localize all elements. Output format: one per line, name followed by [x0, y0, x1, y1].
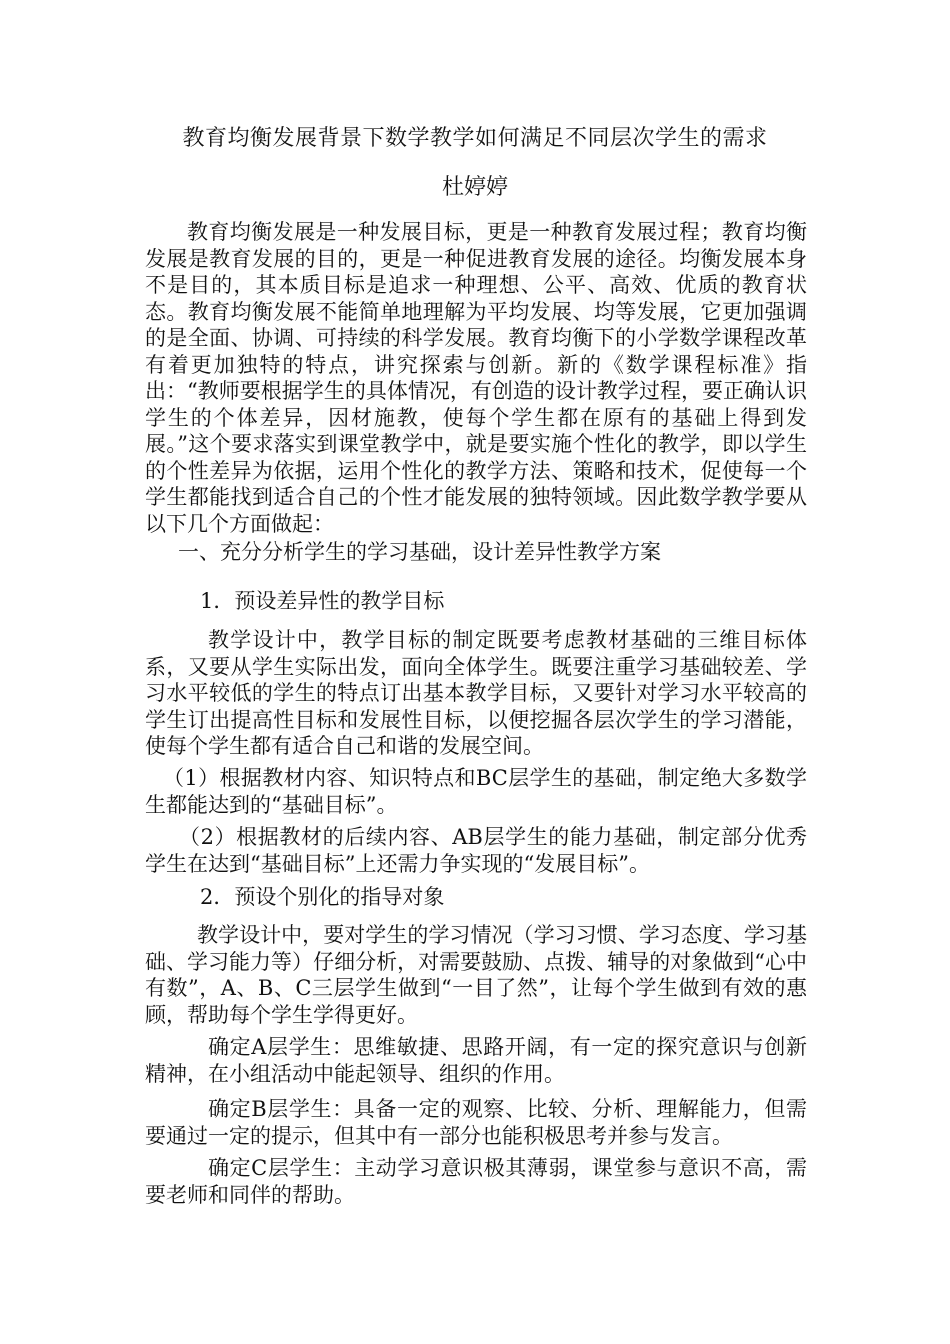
list-item: （2）根据教材的后续内容、AB层学生的能力基础，制定部分优秀学生在达到“基础目标”上还需力争实现的“发展目标”。 [145, 825, 807, 876]
body-paragraph: 教学设计中，教学目标的制定既要考虑教材基础的三维目标体系，又要从学生实际出发，面向全体学生。既要注重学习基础较差、学习水平较低的学生的特点订出基本教学目标，又要针对学习水平较高的学生订出提高性目标和发展性目标，以便挖掘各层次学生的学习潜能，使每个学生都有适合自己和谐的发展空间。 [145, 628, 807, 758]
intro-paragraph: 教育均衡发展是一种发展目标，更是一种教育发展过程；教育均衡发展是教育发展的目的，更是一种促进教育发展的途径。均衡发展本身不是目的，其本质目标是追求一种理想、公平、高效、优质的教育状态。教育均衡发展不能简单地理解为平均发展、均等发展，它更加强调的是全面、协调、可持续的科学发展。教育均衡下的小学数学课程改革有着更加独特的特点，讲究探索与创新。新的《数学课程标准》指出：“教师要根据学生的具体情况，有创造的设计教学过程，要正确认识学生的个体差异，因材施教，使每个学生都在原有的基础上得到发展。”这个要求落实到课堂教学中，就是要实施个性化的教学，即以学生的个性差异为依据，运用个性化的教学方法、策略和技术，促使每一个学生都能找到适合自己的个性才能发展的独特领域。因此数学教学要从以下几个方面做起： [145, 220, 807, 536]
body-paragraph: 教学设计中，要对学生的学习情况（学习习惯、学习态度、学习基础、学习能力等）仔细分析，对需要鼓励、点拨、辅导的对象做到“心中有数”，A、B、C三层学生做到“一目了然”，让每个学生做到有效的惠顾，帮助每个学生学得更好。 [145, 923, 807, 1027]
list-item: （1）根据教材内容、知识特点和BC层学生的基础，制定绝大多数学生都能达到的“基础目标”。 [145, 766, 807, 817]
section-heading: 一、充分分析学生的学习基础，设计差异性教学方案 [178, 540, 661, 564]
layer-definition: 确定C层学生：主动学习意识极其薄弱，课堂参与意识不高，需要老师和同伴的帮助。 [145, 1156, 807, 1207]
subsection-heading: 1．预设差异性的教学目标 [200, 589, 445, 613]
subsection-heading: 2．预设个别化的指导对象 [200, 885, 445, 909]
layer-definition: 确定B层学生：具备一定的观察、比较、分析、理解能力，但需要通过一定的提示，但其中有一部分也能积极思考并参与发言。 [145, 1097, 807, 1148]
document-title: 教育均衡发展背景下数学教学如何满足不同层次学生的需求 [182, 126, 768, 151]
document-author: 杜婷婷 [441, 175, 508, 200]
layer-definition: 确定A层学生：思维敏捷、思路开阔，有一定的探究意识与创新精神，在小组活动中能起领导、组织的作用。 [145, 1035, 807, 1086]
